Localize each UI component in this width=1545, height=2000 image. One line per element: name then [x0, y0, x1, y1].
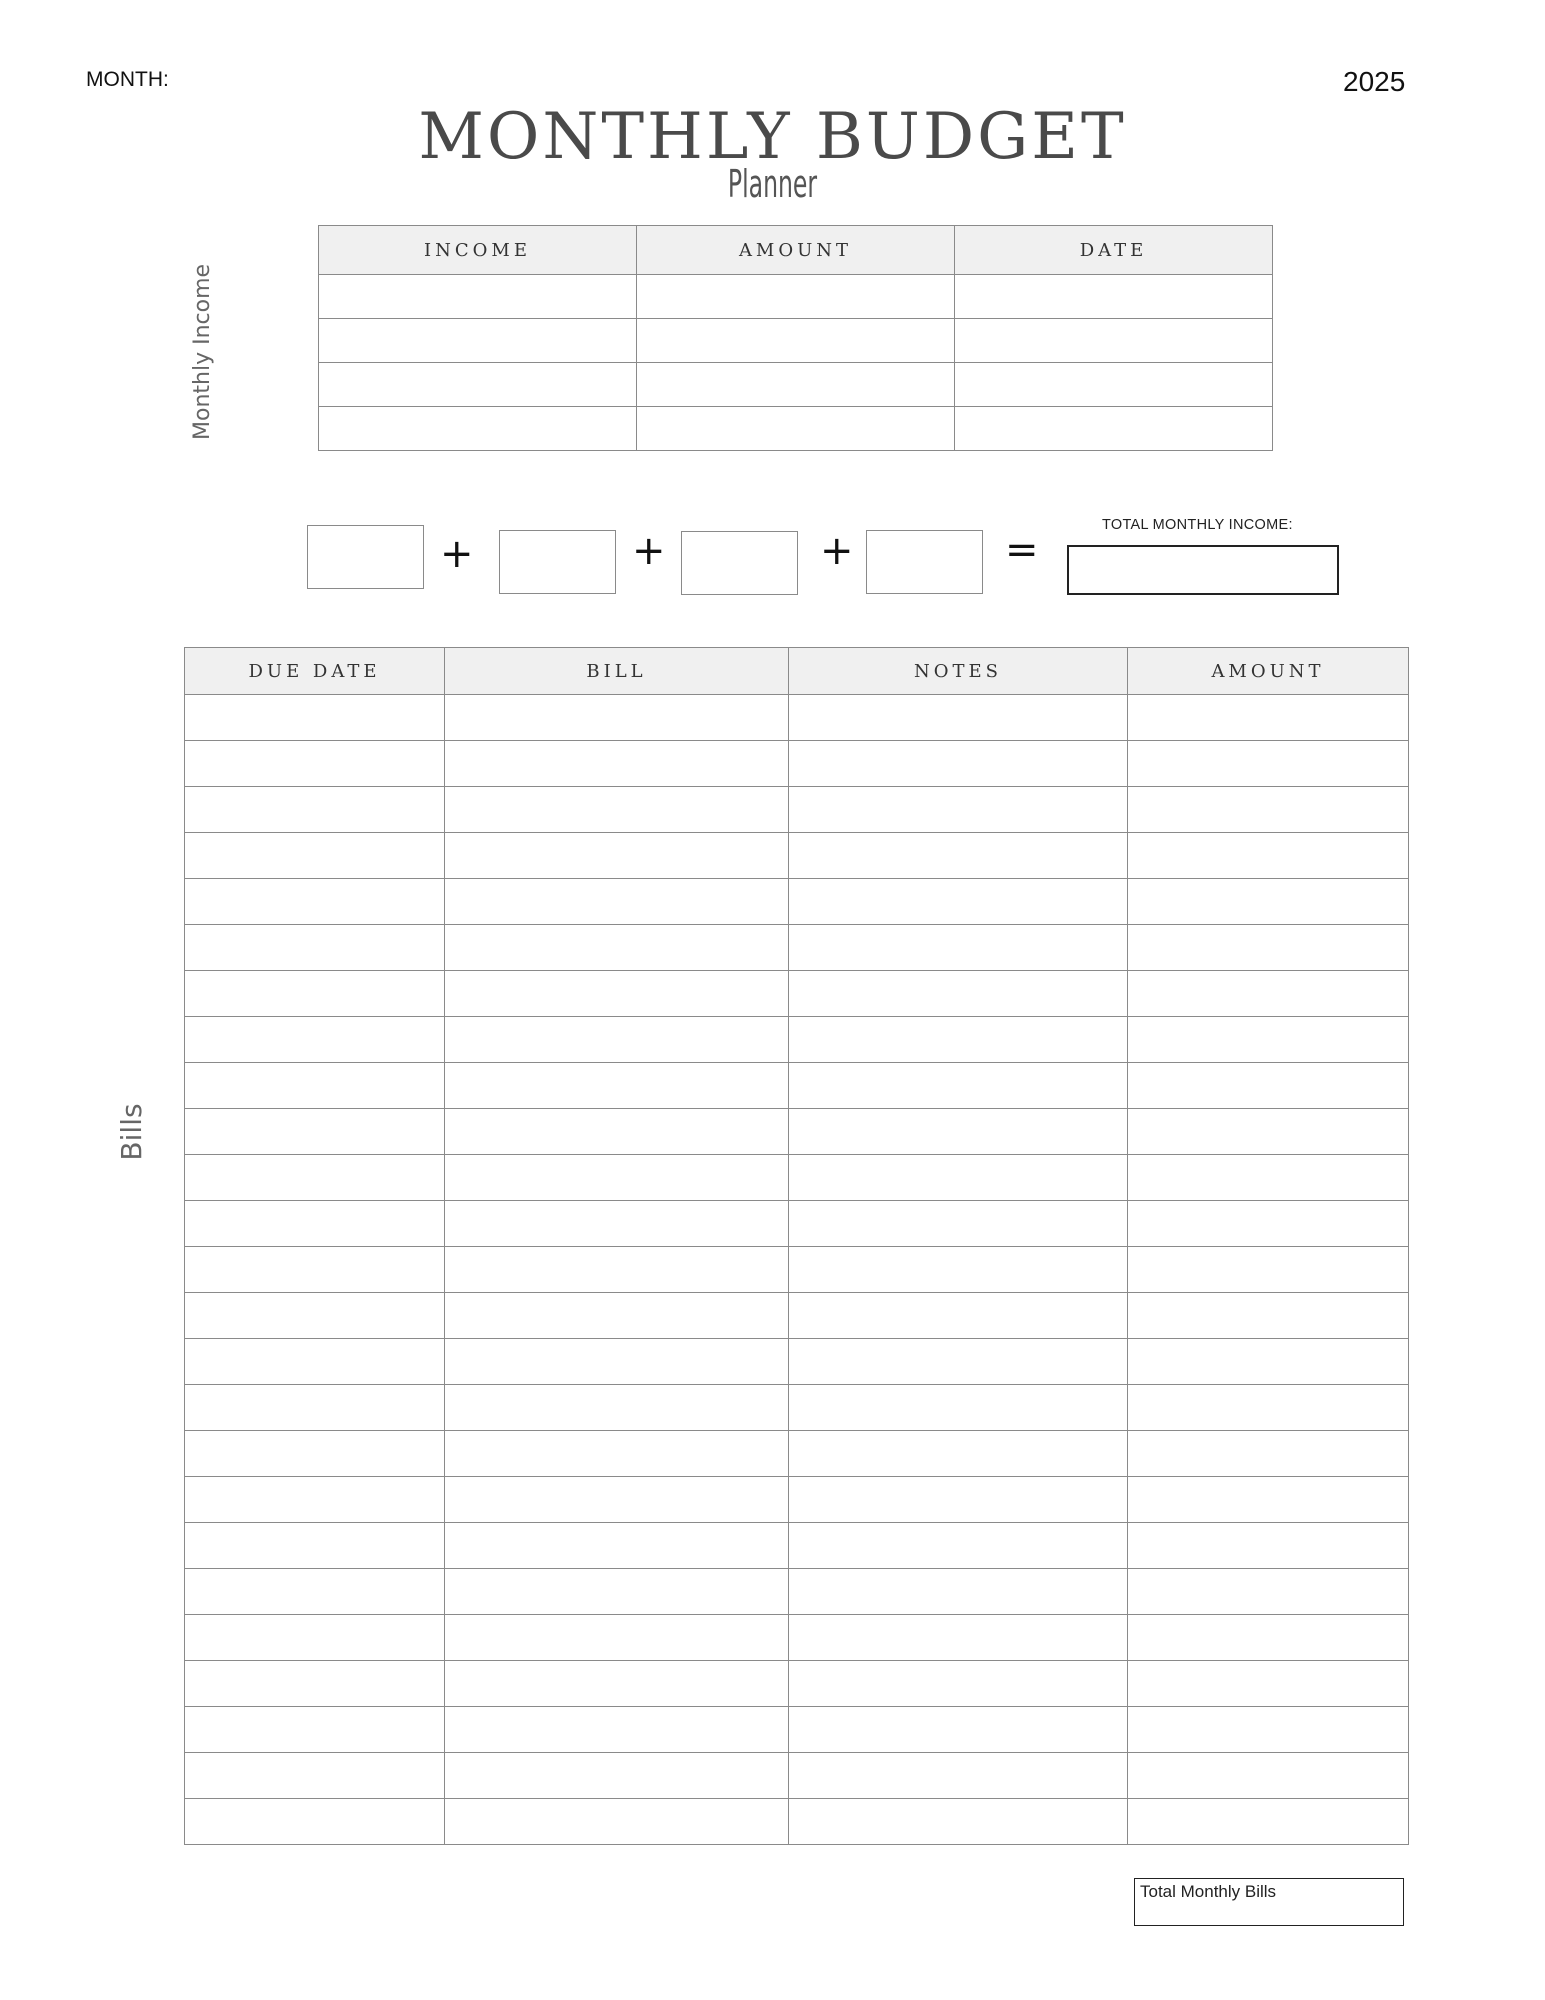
table-cell[interactable] — [185, 1063, 445, 1109]
table-cell[interactable] — [185, 1017, 445, 1063]
table-cell[interactable] — [185, 1615, 445, 1661]
table-cell[interactable] — [1128, 1615, 1409, 1661]
table-cell[interactable] — [185, 1661, 445, 1707]
page-subtitle: Planner — [727, 162, 818, 206]
table-cell[interactable] — [185, 1799, 445, 1845]
table-cell[interactable] — [445, 1615, 789, 1661]
plus-operator: + — [632, 528, 666, 574]
income-sum-box-3[interactable] — [681, 531, 798, 595]
income-row — [319, 275, 1273, 319]
table-cell[interactable] — [1128, 1247, 1409, 1293]
due-date-column-header: DUE DATE — [185, 648, 445, 695]
table-cell[interactable] — [185, 971, 445, 1017]
bill-row — [185, 1661, 1409, 1707]
table-cell[interactable] — [789, 787, 1128, 833]
income-side-label: Monthly Income — [190, 263, 215, 440]
bill-row — [185, 1569, 1409, 1615]
table-cell[interactable] — [445, 1707, 789, 1753]
table-cell[interactable] — [445, 1201, 789, 1247]
bill-row — [185, 1615, 1409, 1661]
table-cell[interactable] — [185, 1385, 445, 1431]
total-monthly-income-box[interactable] — [1067, 545, 1339, 595]
table-cell[interactable] — [185, 1569, 445, 1615]
table-cell[interactable] — [789, 741, 1128, 787]
table-cell[interactable] — [789, 1385, 1128, 1431]
bill-row — [185, 833, 1409, 879]
table-cell[interactable] — [637, 319, 955, 363]
table-cell[interactable] — [789, 1707, 1128, 1753]
table-cell[interactable] — [445, 879, 789, 925]
table-cell[interactable] — [445, 1247, 789, 1293]
table-cell[interactable] — [1128, 1431, 1409, 1477]
bill-column-header: BILL — [445, 648, 789, 695]
plus-operator: + — [820, 528, 854, 574]
month-label: MONTH: — [86, 68, 169, 91]
notes-column-header: NOTES — [789, 648, 1128, 695]
table-cell[interactable] — [185, 1339, 445, 1385]
table-cell[interactable] — [185, 1431, 445, 1477]
table-cell[interactable] — [1128, 879, 1409, 925]
table-cell[interactable] — [185, 925, 445, 971]
table-cell[interactable] — [445, 925, 789, 971]
table-cell[interactable] — [789, 1477, 1128, 1523]
bill-row — [185, 1109, 1409, 1155]
table-cell[interactable] — [445, 1017, 789, 1063]
bill-row — [185, 741, 1409, 787]
table-cell[interactable] — [789, 879, 1128, 925]
table-cell[interactable] — [789, 971, 1128, 1017]
table-cell[interactable] — [1128, 1155, 1409, 1201]
income-header-row — [319, 226, 1273, 275]
table-cell[interactable] — [955, 407, 1273, 451]
bill-row — [185, 1799, 1409, 1845]
income-row — [319, 319, 1273, 363]
table-cell[interactable] — [185, 879, 445, 925]
table-cell[interactable] — [955, 275, 1273, 319]
date-column-header: DATE — [955, 226, 1273, 275]
table-cell[interactable] — [445, 1385, 789, 1431]
table-cell[interactable] — [1128, 1063, 1409, 1109]
bill-row — [185, 695, 1409, 741]
table-cell[interactable] — [185, 833, 445, 879]
table-cell[interactable] — [637, 407, 955, 451]
bill-row — [185, 971, 1409, 1017]
bill-row — [185, 1523, 1409, 1569]
table-cell[interactable] — [637, 275, 955, 319]
bill-row — [185, 1477, 1409, 1523]
table-cell[interactable] — [955, 319, 1273, 363]
bills-table — [184, 647, 1409, 1845]
income-sum-box-2[interactable] — [499, 530, 616, 594]
income-row — [319, 407, 1273, 451]
bill-row — [185, 1201, 1409, 1247]
table-cell[interactable] — [185, 1707, 445, 1753]
year-label: 2025 — [1343, 66, 1406, 97]
income-table — [318, 225, 1273, 451]
table-cell[interactable] — [445, 1155, 789, 1201]
table-cell[interactable] — [1128, 1293, 1409, 1339]
amount-column-header: AMOUNT — [637, 226, 955, 275]
bill-row — [185, 1753, 1409, 1799]
bill-row — [185, 879, 1409, 925]
bill-row — [185, 1063, 1409, 1109]
table-cell[interactable] — [1128, 1201, 1409, 1247]
income-column-header: INCOME — [319, 226, 637, 275]
table-cell[interactable] — [789, 1201, 1128, 1247]
table-cell[interactable] — [445, 1431, 789, 1477]
table-cell[interactable] — [1128, 1339, 1409, 1385]
table-cell[interactable] — [789, 1247, 1128, 1293]
table-cell[interactable] — [445, 1569, 789, 1615]
income-sum-box-4[interactable] — [866, 530, 983, 594]
table-cell[interactable] — [789, 1799, 1128, 1845]
table-cell[interactable] — [445, 1661, 789, 1707]
table-cell[interactable] — [1128, 741, 1409, 787]
table-cell[interactable] — [185, 1201, 445, 1247]
bill-row — [185, 1339, 1409, 1385]
table-cell[interactable] — [445, 1753, 789, 1799]
table-cell[interactable] — [319, 363, 637, 407]
bill-row — [185, 1247, 1409, 1293]
table-cell[interactable] — [185, 1155, 445, 1201]
table-cell[interactable] — [445, 1523, 789, 1569]
table-cell[interactable] — [185, 1477, 445, 1523]
table-cell[interactable] — [955, 363, 1273, 407]
table-cell[interactable] — [789, 1753, 1128, 1799]
table-cell[interactable] — [319, 275, 637, 319]
bill-row — [185, 1293, 1409, 1339]
table-cell[interactable] — [789, 1661, 1128, 1707]
table-cell[interactable] — [185, 1523, 445, 1569]
table-cell[interactable] — [185, 787, 445, 833]
bill-row — [185, 1017, 1409, 1063]
table-cell[interactable] — [1128, 1707, 1409, 1753]
table-cell[interactable] — [789, 1293, 1128, 1339]
table-cell[interactable] — [1128, 695, 1409, 741]
table-cell[interactable] — [185, 741, 445, 787]
table-cell[interactable] — [185, 1109, 445, 1155]
bills-side-label: Bills — [115, 1103, 148, 1161]
bill-row — [185, 1707, 1409, 1753]
table-cell[interactable] — [185, 695, 445, 741]
table-cell[interactable] — [445, 1799, 789, 1845]
table-cell[interactable] — [445, 741, 789, 787]
table-cell[interactable] — [1128, 971, 1409, 1017]
table-cell[interactable] — [789, 1063, 1128, 1109]
table-cell[interactable] — [1128, 1569, 1409, 1615]
table-cell[interactable] — [789, 1155, 1128, 1201]
table-cell[interactable] — [789, 1523, 1128, 1569]
table-cell[interactable] — [1128, 1017, 1409, 1063]
plus-operator: + — [440, 531, 474, 577]
table-cell[interactable] — [789, 833, 1128, 879]
table-cell[interactable] — [789, 1431, 1128, 1477]
table-cell[interactable] — [1128, 1109, 1409, 1155]
table-cell[interactable] — [445, 1293, 789, 1339]
table-cell[interactable] — [789, 1569, 1128, 1615]
table-cell[interactable] — [1128, 787, 1409, 833]
bill-amount-column-header: AMOUNT — [1128, 648, 1409, 695]
table-cell[interactable] — [1128, 1661, 1409, 1707]
income-sum-box-1[interactable] — [307, 525, 424, 589]
table-cell[interactable] — [445, 971, 789, 1017]
total-monthly-bills-box[interactable] — [1134, 1878, 1404, 1926]
equals-operator: = — [1005, 527, 1039, 573]
table-cell[interactable] — [1128, 1477, 1409, 1523]
table-cell[interactable] — [185, 1293, 445, 1339]
table-cell[interactable] — [789, 1109, 1128, 1155]
table-cell[interactable] — [319, 319, 637, 363]
bill-row — [185, 1155, 1409, 1201]
bill-row — [185, 1385, 1409, 1431]
table-cell[interactable] — [445, 1339, 789, 1385]
income-row — [319, 363, 1273, 407]
table-cell[interactable] — [789, 1615, 1128, 1661]
bill-row — [185, 1431, 1409, 1477]
table-cell[interactable] — [445, 1477, 789, 1523]
table-cell[interactable] — [445, 1109, 789, 1155]
table-cell[interactable] — [789, 695, 1128, 741]
table-cell[interactable] — [445, 833, 789, 879]
table-cell[interactable] — [445, 787, 789, 833]
table-cell[interactable] — [319, 407, 637, 451]
bills-header-row — [185, 648, 1409, 695]
total-monthly-bills-label: Total Monthly Bills — [1140, 1882, 1277, 1901]
table-cell[interactable] — [1128, 1753, 1409, 1799]
bill-row — [185, 925, 1409, 971]
table-cell[interactable] — [185, 1753, 445, 1799]
table-cell[interactable] — [637, 363, 955, 407]
table-cell[interactable] — [789, 1339, 1128, 1385]
bill-row — [185, 787, 1409, 833]
table-cell[interactable] — [445, 695, 789, 741]
table-cell[interactable] — [1128, 925, 1409, 971]
table-cell[interactable] — [789, 1017, 1128, 1063]
total-monthly-income-label: TOTAL MONTHLY INCOME: — [1102, 517, 1293, 533]
table-cell[interactable] — [1128, 1523, 1409, 1569]
page-title: MONTHLY BUDGET — [418, 100, 1127, 174]
table-cell[interactable] — [445, 1063, 789, 1109]
table-cell[interactable] — [1128, 1385, 1409, 1431]
table-cell[interactable] — [1128, 833, 1409, 879]
table-cell[interactable] — [185, 1247, 445, 1293]
table-cell[interactable] — [1128, 1799, 1409, 1845]
table-cell[interactable] — [789, 925, 1128, 971]
